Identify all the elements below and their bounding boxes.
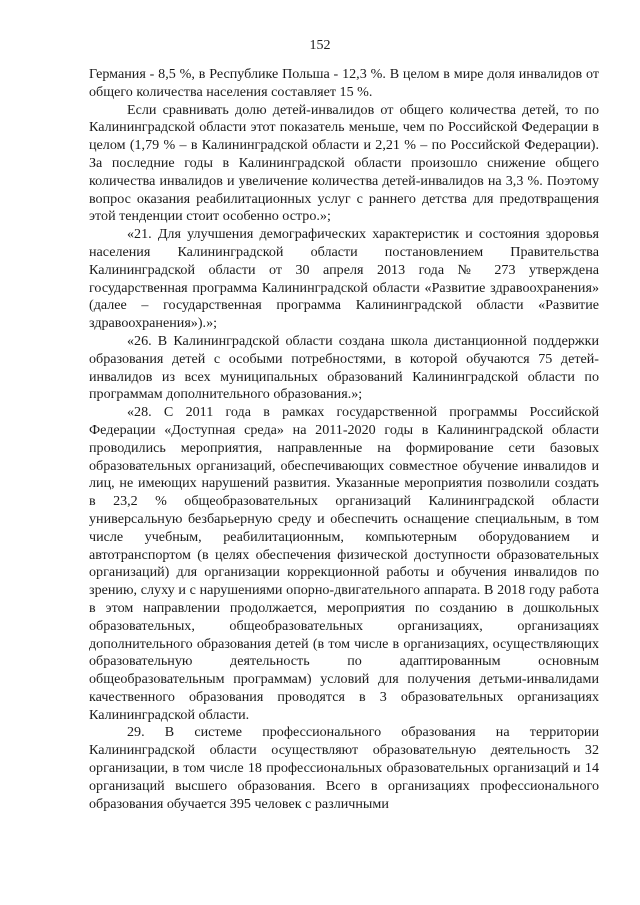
paragraph-item-21: «21. Для улучшения демографических характеристик и состояния здоровья населения Калининградской области постановлением Правительства Калининградской области от 30 апреля 2013 года № 273 утверждена государственная программа Калининградской области «Развитие здравоохранения» (далее – государственная программа Калининградской области «Развитие здравоохранения»).»; (89, 226, 599, 332)
paragraph-disabled-children-share: Если сравнивать долю детей-инвалидов от общего количества детей, то по Калининградской области этот показатель меньше, чем по Российской Федерации в целом (1,79 % – в Калининградской области и 2,21 % – по Российской Федерации). За последние годы в Калининградской области произошло снижение общего количества инвалидов и увеличение количества детей-инвалидов на 3,3 %. Поэтому вопрос оказания реабилитационных услуг с раннего детства для предотвращения этой тенденции стоит особенно остро.»; (89, 101, 599, 225)
paragraph-item-29: 29. В системе профессионального образования на территории Калининградской области осуществляют образовательную деятельность 32 организации, в том числе 18 профессиональных образовательных организаций и 14 организаций высшего образования. Всего в организациях профессионального образования обучается 395 человек с различными (89, 724, 599, 812)
body-text (89, 66, 599, 813)
paragraph-continuation: Германия - 8,5 %, в Республике Польша - 12,3 %. В целом в мире доля инвалидов от общего количества населения составляет 15 %. (89, 66, 599, 100)
paragraph-item-28: «28. С 2011 года в рамках государственной программы Российской Федерации «Доступная среда» на 2011-2020 годы в Калининградской области проводились мероприятия, направленные на формирование сети базовых образовательных организаций, обеспечивающих совместное обучение инвалидов и лиц, не имеющих нарушений развития. Указанные мероприятия позволили создать в 23,2 % общеобразовательных организаций Калининградской области универсальную безбарьерную среду и обеспечить оснащение специальным, в том числе учебным, реабилитационным, компьютерным оборудованием и автотранспортом (в целях обеспечения физической доступности образовательных организаций) для организации коррекционной работы и обучения инвалидов по зрению, слуху и с нарушениями опорно-двигательного аппарата. В 2018 году работа в этом направлении продолжается, мероприятия по созданию в дошкольных образовательных, общеобразовательных организациях, организациях дополнительного образования детей (в том числе в организациях, осуществляющих образовательную деятельность по адаптированным основным общеобразовательным программам) условий для получения детьми-инвалидами качественного образования проводятся в 3 образовательных организациях Калининградской области. (89, 404, 599, 723)
paragraph-item-26: «26. В Калининградской области создана школа дистанционной поддержки образования детей с особыми потребностями, в которой обучаются 75 детей-инвалидов из всех муниципальных образований Калининградской области по программам дополнительного образования.»; (89, 332, 599, 403)
page-number: 152 (309, 38, 331, 53)
